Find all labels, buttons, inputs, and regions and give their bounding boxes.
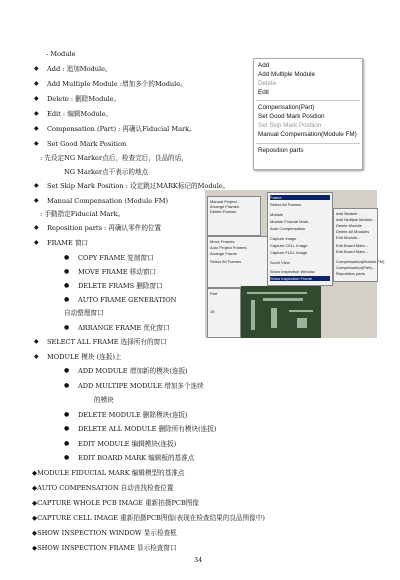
set-good-mark-desc-2: NG Marker点干表示的地点 (64, 168, 149, 176)
main-menu-item[interactable]: Frame (270, 195, 330, 200)
arrange-frame-item: ● ARRANGE FRAME 优化窗口 (78, 324, 170, 332)
left-menu-item[interactable]: Auto Project Frames (210, 245, 247, 250)
menu-set-good-mark[interactable]: Set Good Mark Position (258, 113, 325, 120)
main-menu-item[interactable]: Show Inspection Window (270, 269, 315, 274)
part-panel (207, 288, 241, 338)
set-good-mark-item: ◆ Set Good Mark Position (47, 140, 126, 148)
manual-compensation-desc: : 手動指定Fiducial Mark。 (40, 210, 125, 218)
set-good-mark-desc-1: : 先设定NG Marker点后，检查完后，良品的话， (40, 154, 188, 162)
main-menu-item[interactable]: Capture CELL Image (270, 243, 308, 248)
show-frame-line: ◆SHOW INSPECTION FRAME 显示检查窗口 (32, 544, 177, 552)
module-heading: - Module (46, 50, 76, 58)
main-menu-item[interactable]: Capture Image (270, 236, 297, 241)
module-submenu-item[interactable]: Delete All Modules (336, 229, 370, 234)
move-frame-item: ● MOVE FRAME 移动窗口 (78, 268, 156, 276)
main-menu-item[interactable]: Module Fiducial Mark... (270, 219, 312, 224)
module-item: ◆ MODULE 模块 (连扳)上 (47, 353, 122, 361)
main-menu-item[interactable]: Scroll View (270, 260, 290, 265)
auto-frame-desc: 自动整理窗口 (64, 309, 104, 317)
main-menu-item[interactable]: Show Inspection Frame (270, 276, 330, 281)
delete-all-module-item: ● DELETE ALL MODULE 删除所有模块(连扳) (78, 425, 216, 433)
module-submenu-item[interactable]: Compensation(Part)... (336, 265, 376, 270)
reposition-item: ◆ Reposition parts : 再确认零件的位置 (47, 224, 161, 232)
module-submenu-item[interactable]: Compensation(Module FM) (336, 259, 385, 264)
count-label: 16 (210, 309, 215, 314)
show-window-line: ◆SHOW INSPECTION WINDOW 显示检查框 (32, 529, 177, 537)
menu-add-multiple[interactable]: Add Multiple Module (258, 71, 316, 78)
capture-cell-line: ◆CAPTURE CELL IMAGE 重新拍摄PCB图像(表现在检查结果的良品图像中) (32, 514, 265, 522)
left-menu-item[interactable]: Move Frames (210, 239, 235, 244)
menu-reposition[interactable]: Reposition parts (258, 147, 304, 154)
add-multipe-module-item: ● ADD MULTIPE MODULE 增加多个连续 (78, 382, 204, 390)
module-submenu (333, 208, 385, 282)
menu-edit[interactable]: Edit (258, 89, 269, 96)
capture-whole-line: ◆CAPTURE WHOLE PCB IMAGE 重新拍摄PCB图像 (32, 499, 199, 507)
main-menu (267, 192, 333, 286)
left-menu-item[interactable]: Delete Frames (210, 209, 237, 214)
menu-separator (256, 143, 360, 144)
add-item: ◆ Add : 追加Module。 (47, 65, 112, 73)
main-menu-item[interactable]: Select All Frames (270, 202, 302, 207)
main-menu-item[interactable]: Capture FULL Image (270, 250, 308, 255)
edit-item: ◆ Edit : 编辑Module。 (47, 110, 112, 118)
left-menu-item[interactable]: Arrange Frames (210, 204, 239, 209)
menu-separator (256, 100, 360, 101)
part-label: Part (210, 291, 218, 296)
main-menu-item[interactable]: Auto Compensation (270, 226, 306, 231)
compensation-item: ◆ Compensation (Part) : 再确认Fiducial Mark。 (47, 125, 196, 133)
module-submenu-item[interactable]: Delete Module (336, 223, 362, 228)
menu-delete[interactable]: Delete (258, 80, 277, 87)
menu-add[interactable]: Add (258, 62, 270, 69)
module-fiducial-line: ◆MODULE FIDUCIAL MARK 编辑模型的基准点 (32, 469, 185, 477)
add-module-item: ● ADD MODULE 增加新的模块(连扳) (78, 367, 188, 375)
left-menu-item[interactable]: Manual Project ... (210, 199, 242, 204)
context-menu (253, 58, 363, 170)
select-all-frame-item: ◆ SELECT ALL FRAME 选择所有的窗口 (47, 338, 167, 346)
software-screenshot (205, 190, 385, 338)
edit-board-mark-item: ● EDIT BOARD MARK 编辑板的基准点 (78, 454, 194, 462)
left-menu-item[interactable]: Select All Frames (210, 259, 242, 264)
module-submenu-item[interactable]: Edit Board Mark... (336, 249, 369, 254)
module-submenu-item[interactable]: Reposition parts (336, 271, 365, 276)
set-skip-mark-item: ◆ Set Skip Mark Position : 设定跳过MARK标记的Module。 (47, 182, 229, 190)
pcb-image (241, 286, 321, 338)
delete-frames-item: ● DELETE FRAMS 删除窗口 (78, 282, 163, 290)
add-multiple-item: ◆ Add Multiple Module :增加多个的Module。 (47, 80, 187, 88)
frame-item: ◆ FRAME 窗口 (47, 239, 88, 247)
menu-manual-compensation[interactable]: Manual Compensation(Module FM) (258, 131, 357, 138)
module-submenu-item[interactable]: Add Multiple Module... (336, 217, 376, 222)
copy-frame-item: ● COPY FRAME 复制窗口 (78, 254, 154, 262)
main-menu-item[interactable]: Module (270, 212, 284, 217)
module-submenu-item[interactable]: Add Module... (336, 211, 361, 216)
auto-frame-item: ● AUTO FRAME GENERATION (78, 296, 176, 304)
left-submenu (207, 196, 261, 236)
left-submenu-2 (207, 236, 269, 288)
module-submenu-item[interactable]: Edit Board Mark... (336, 243, 369, 248)
manual-compensation-item: ◆ Manual Compensation (Module FM) (47, 197, 168, 205)
add-multipe-module-desc: 的模块 (94, 396, 114, 404)
auto-compensation-line: ◆AUTO COMPENSATION 自动丧找检查位置 (32, 484, 174, 492)
delete-item: ◆ Delete : 刪除Module。 (47, 95, 120, 103)
menu-compensation[interactable]: Compensation(Part) (258, 104, 315, 111)
delete-module-item: ● DELETE MODULE 删除模块(连扳) (78, 411, 188, 419)
menu-set-skip-mark[interactable]: Set Skip Mark Position (258, 122, 322, 129)
page-number: 34 (194, 556, 203, 564)
left-menu-item[interactable]: Arrange Frame (210, 251, 237, 256)
module-submenu-item[interactable]: Edit Module... (336, 235, 361, 240)
edit-module-item: ● EDIT MODULE 编辑模块(连扳) (78, 440, 176, 448)
